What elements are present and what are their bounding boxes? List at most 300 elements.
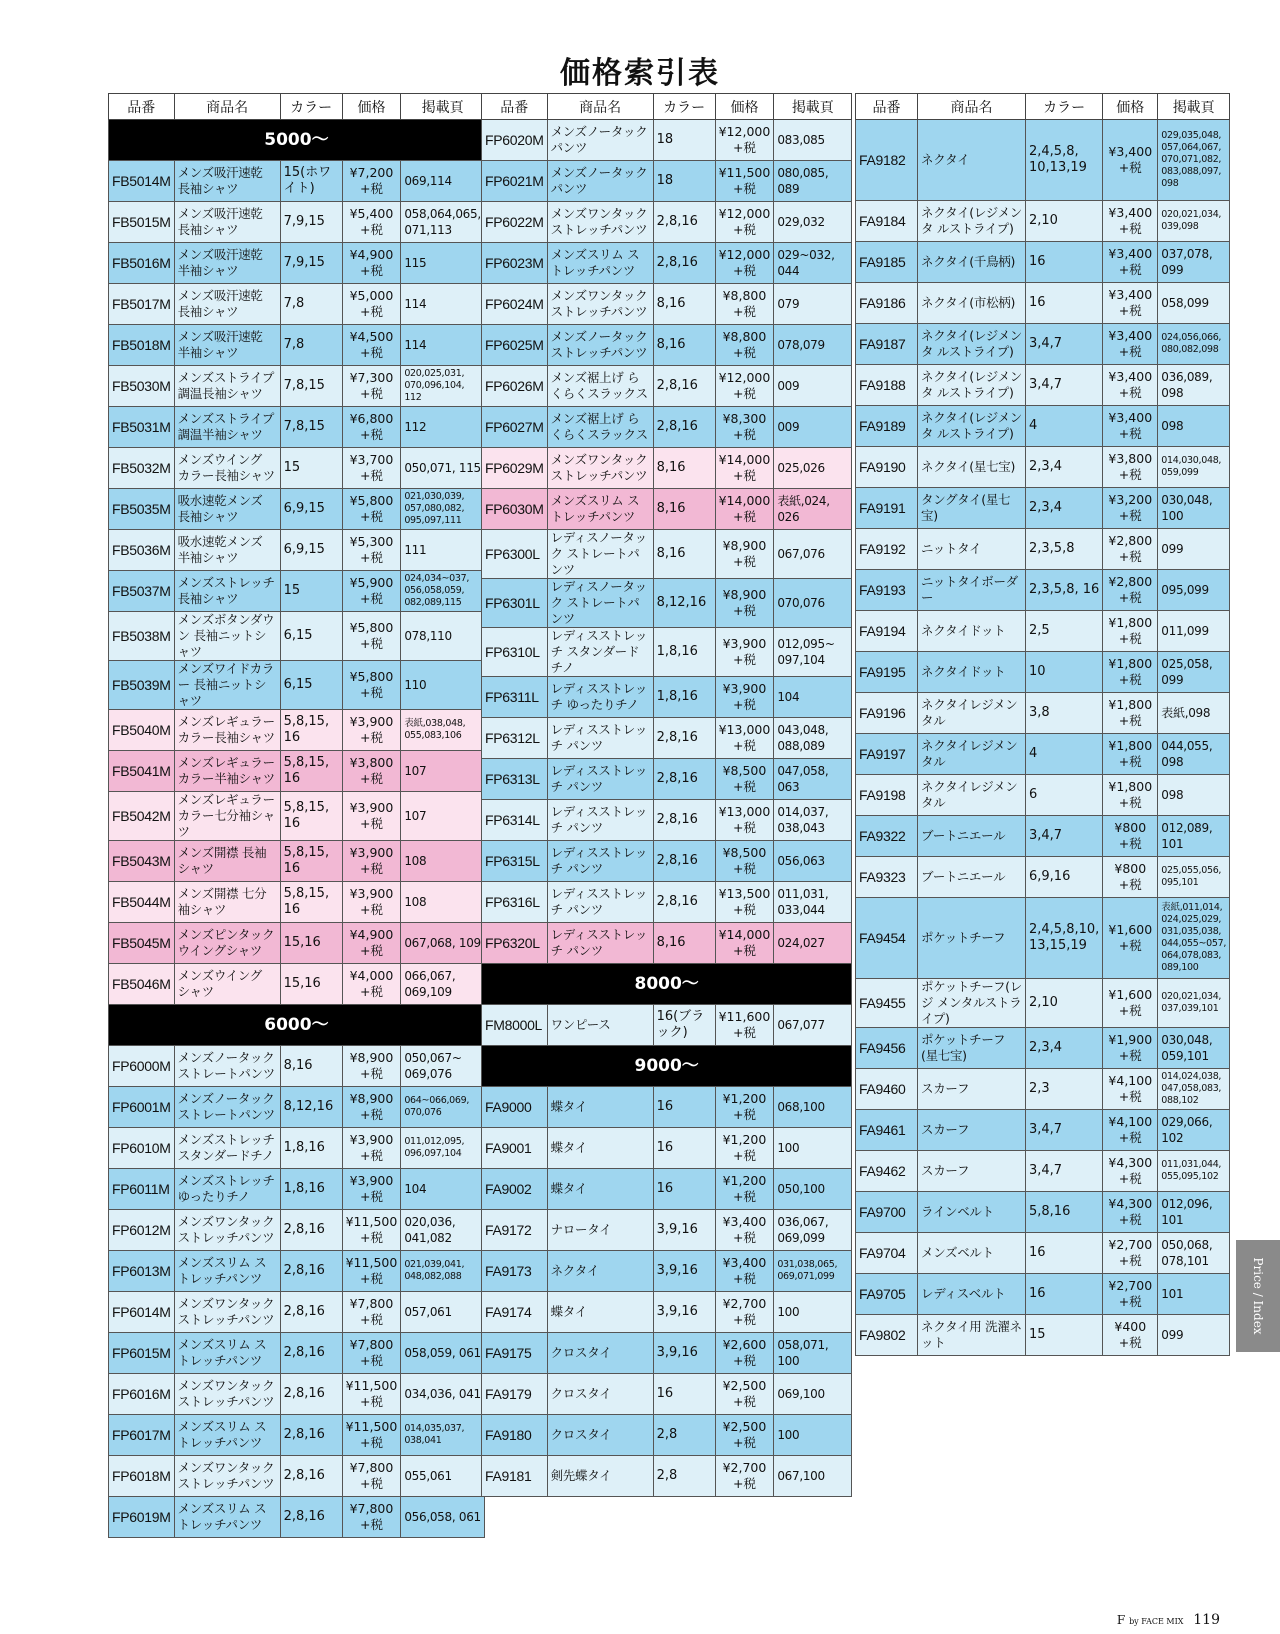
cell-pages: 058,099 xyxy=(1158,283,1230,324)
cell-code: FA9700 xyxy=(856,1192,918,1233)
cell-price: ¥3,400 +税 xyxy=(1103,201,1158,242)
cell-price: ¥1,200 +税 xyxy=(715,1087,774,1128)
cell-code: FP6314L xyxy=(482,800,548,841)
cell-color: 3,9,16 xyxy=(653,1210,715,1251)
cell-color: 3,9,16 xyxy=(653,1333,715,1374)
cell-pages: 025,058, 099 xyxy=(1158,652,1230,693)
cell-code: FP6030M xyxy=(482,489,548,530)
side-tab-label: Price / Index xyxy=(1251,1257,1265,1335)
cell-code: FB5038M xyxy=(109,612,175,661)
cell-code: FA9181 xyxy=(482,1456,548,1497)
cell-color: 15 xyxy=(280,571,342,612)
cell-name: メンズウイング カラー長袖シャツ xyxy=(174,448,280,489)
price-table-column-1 xyxy=(108,93,485,1538)
cell-code: FB5032M xyxy=(109,448,175,489)
table-row xyxy=(856,693,1230,734)
cell-color: 3,4,7 xyxy=(1026,324,1103,365)
table-row xyxy=(482,448,852,489)
cell-name: ニットタイ xyxy=(918,529,1026,570)
cell-color: 4 xyxy=(1026,734,1103,775)
price-index-table xyxy=(481,93,852,1497)
cell-pages: 029~032, 044 xyxy=(774,243,852,284)
cell-price: ¥3,900 +税 xyxy=(342,792,401,841)
cell-name: ポケットチーフ xyxy=(918,898,1026,979)
cell-pages: 050,100 xyxy=(774,1169,852,1210)
cell-color: 7,8 xyxy=(280,325,342,366)
table-row xyxy=(482,1415,852,1456)
cell-color: 7,8 xyxy=(280,284,342,325)
cell-price: ¥11,500 +税 xyxy=(342,1374,401,1415)
cell-code: FB5043M xyxy=(109,841,175,882)
cell-pages: 050,071, 115 xyxy=(401,448,485,489)
cell-pages: 020,025,031, 070,096,104, 112 xyxy=(401,366,485,407)
cell-color: 2,8,16 xyxy=(653,800,715,841)
table-row xyxy=(856,1151,1230,1192)
cell-name: メンズボタンダウン 長袖ニットシャツ xyxy=(174,612,280,661)
cell-name: メンズスリム ストレッチパンツ xyxy=(174,1251,280,1292)
cell-color: 3,9,16 xyxy=(653,1292,715,1333)
cell-pages: 108 xyxy=(401,882,485,923)
cell-color: 8,16 xyxy=(280,1046,342,1087)
table-row xyxy=(856,1274,1230,1315)
cell-name: レディスノータック ストレートパンツ xyxy=(547,579,653,628)
cell-name: ネクタイ(レジメンタ ルストライプ) xyxy=(918,365,1026,406)
cell-price: ¥3,400 +税 xyxy=(1103,242,1158,283)
cell-pages: 055,061 xyxy=(401,1456,485,1497)
cell-color: 2,3,5,8, 16 xyxy=(1026,570,1103,611)
cell-pages: 069,100 xyxy=(774,1374,852,1415)
cell-color: 2,8,16 xyxy=(653,366,715,407)
cell-price: ¥5,900 +税 xyxy=(342,571,401,612)
cell-name: メンズストレッチ 長袖シャツ xyxy=(174,571,280,612)
cell-price: ¥11,500 +税 xyxy=(342,1251,401,1292)
cell-color: 2,8,16 xyxy=(653,243,715,284)
table-row xyxy=(482,1456,852,1497)
cell-color: 2,8,16 xyxy=(280,1210,342,1251)
cell-price: ¥14,000 +税 xyxy=(715,923,774,964)
cell-name: タングタイ(星七宝) xyxy=(918,488,1026,529)
price-index-table xyxy=(108,93,485,1538)
cell-price: ¥2,800 +税 xyxy=(1103,529,1158,570)
cell-code: FM8000L xyxy=(482,1005,548,1046)
cell-color: 7,8,15 xyxy=(280,407,342,448)
cell-code: FP6029M xyxy=(482,448,548,489)
cell-pages: 021,030,039, 057,080,082, 095,097,111 xyxy=(401,489,485,530)
cell-color: 2,3,5,8 xyxy=(1026,529,1103,570)
cell-code: FA9002 xyxy=(482,1169,548,1210)
cell-name: メンズ吸汗速乾 半袖シャツ xyxy=(174,243,280,284)
price-index-table xyxy=(855,93,1230,1356)
cell-price: ¥13,500 +税 xyxy=(715,882,774,923)
cell-code: FB5030M xyxy=(109,366,175,407)
cell-pages: 067,076 xyxy=(774,530,852,579)
table-row xyxy=(109,1374,485,1415)
table-row xyxy=(109,325,485,366)
section-header xyxy=(109,1005,485,1046)
cell-color: 5,8,15, 16 xyxy=(280,751,342,792)
cell-code: FP6025M xyxy=(482,325,548,366)
cell-color: 5,8,15, 16 xyxy=(280,841,342,882)
cell-color: 2,4,5,8, 10,13,19 xyxy=(1026,120,1103,201)
cell-name: メンズスリム ストレッチパンツ xyxy=(547,243,653,284)
cell-color: 6,9,15 xyxy=(280,489,342,530)
cell-pages: 056,058, 061 xyxy=(401,1497,485,1538)
cell-color: 3,9,16 xyxy=(653,1251,715,1292)
cell-color: 2,8,16 xyxy=(280,1374,342,1415)
cell-price: ¥4,000 +税 xyxy=(342,964,401,1005)
cell-pages: 012,095~ 097,104 xyxy=(774,628,852,677)
cell-name: ポケットチーフ(レジ メンタルストライプ) xyxy=(918,979,1026,1028)
cell-price: ¥7,800 +税 xyxy=(342,1497,401,1538)
cell-code: FA9179 xyxy=(482,1374,548,1415)
table-row xyxy=(109,661,485,710)
table-row xyxy=(482,407,852,448)
table-row xyxy=(856,1233,1230,1274)
table-row xyxy=(856,1315,1230,1356)
table-row xyxy=(482,325,852,366)
cell-price: ¥400 +税 xyxy=(1103,1315,1158,1356)
table-row xyxy=(109,751,485,792)
cell-pages: 表紙,098 xyxy=(1158,693,1230,734)
cell-price: ¥4,900 +税 xyxy=(342,923,401,964)
page-footer xyxy=(1117,1612,1220,1628)
cell-price: ¥800 +税 xyxy=(1103,857,1158,898)
cell-color: 15 xyxy=(280,448,342,489)
cell-color: 16 xyxy=(1026,283,1103,324)
cell-color: 2,8,16 xyxy=(280,1497,342,1538)
cell-name: レディスストレッチ パンツ xyxy=(547,923,653,964)
cell-code: FB5042M xyxy=(109,792,175,841)
cell-color: 16 xyxy=(1026,1233,1103,1274)
cell-code: FA9001 xyxy=(482,1128,548,1169)
cell-name: メンズレギュラー カラー長袖シャツ xyxy=(174,710,280,751)
cell-name: ポケットチーフ (星七宝) xyxy=(918,1028,1026,1069)
cell-pages: 067,100 xyxy=(774,1456,852,1497)
cell-pages: 014,037, 038,043 xyxy=(774,800,852,841)
cell-name: 蝶タイ xyxy=(547,1169,653,1210)
table-row xyxy=(482,882,852,923)
cell-color: 7,9,15 xyxy=(280,243,342,284)
cell-name: レディスストレッチ パンツ xyxy=(547,882,653,923)
cell-code: FA9705 xyxy=(856,1274,918,1315)
cell-price: ¥12,000 +税 xyxy=(715,366,774,407)
table-row xyxy=(482,718,852,759)
cell-code: FB5041M xyxy=(109,751,175,792)
page-number: 119 xyxy=(1193,1612,1220,1628)
cell-code: FA9191 xyxy=(856,488,918,529)
table-row xyxy=(109,407,485,448)
cell-name: メンズノータック パンツ xyxy=(547,161,653,202)
cell-pages: 111 xyxy=(401,530,485,571)
section-header xyxy=(482,1046,852,1087)
cell-name: メンズベルト xyxy=(918,1233,1026,1274)
table-row xyxy=(482,1169,852,1210)
cell-name: メンズワンタック ストレッチパンツ xyxy=(547,202,653,243)
cell-color: 18 xyxy=(653,161,715,202)
cell-price: ¥3,400 +税 xyxy=(1103,120,1158,201)
cell-code: FA9173 xyxy=(482,1251,548,1292)
cell-color: 8,16 xyxy=(653,923,715,964)
cell-pages: 043,048, 088,089 xyxy=(774,718,852,759)
cell-name: レディスストレッチ パンツ xyxy=(547,841,653,882)
cell-code: FP6014M xyxy=(109,1292,175,1333)
cell-color: 6 xyxy=(1026,775,1103,816)
cell-color: 2,8,16 xyxy=(653,718,715,759)
cell-code: FP6019M xyxy=(109,1497,175,1538)
cell-pages: 020,036, 041,082 xyxy=(401,1210,485,1251)
cell-name: メンズ吸汗速乾 長袖シャツ xyxy=(174,202,280,243)
cell-color: 8,16 xyxy=(653,489,715,530)
cell-price: ¥8,900 +税 xyxy=(715,579,774,628)
table-row xyxy=(482,1292,852,1333)
cell-price: ¥3,900 +税 xyxy=(342,841,401,882)
cell-name: ワンピース xyxy=(547,1005,653,1046)
cell-price: ¥2,500 +税 xyxy=(715,1415,774,1456)
cell-color: 5,8,16 xyxy=(1026,1192,1103,1233)
cell-code: FA9192 xyxy=(856,529,918,570)
table-row xyxy=(482,677,852,718)
cell-name: ネクタイ(千鳥柄) xyxy=(918,242,1026,283)
cell-name: メンズストライプ 調温長袖シャツ xyxy=(174,366,280,407)
cell-color: 8,16 xyxy=(653,530,715,579)
cell-name: ネクタイ用 洗濯ネット xyxy=(918,1315,1026,1356)
table-row xyxy=(482,1374,852,1415)
cell-pages: 100 xyxy=(774,1128,852,1169)
cell-name: メンズ開襟 長袖シャツ xyxy=(174,841,280,882)
cell-color: 2,8,16 xyxy=(280,1251,342,1292)
cell-color: 2,8,16 xyxy=(280,1415,342,1456)
cell-code: FA9323 xyxy=(856,857,918,898)
cell-code: FA9174 xyxy=(482,1292,548,1333)
cell-pages: 024,027 xyxy=(774,923,852,964)
cell-pages: 030,048, 059,101 xyxy=(1158,1028,1230,1069)
cell-name: ブートニエール xyxy=(918,857,1026,898)
cell-name: レディスストレッチ パンツ xyxy=(547,718,653,759)
cell-color: 18 xyxy=(653,120,715,161)
table-row xyxy=(482,1210,852,1251)
cell-name: スカーフ xyxy=(918,1110,1026,1151)
cell-pages: 104 xyxy=(401,1169,485,1210)
cell-code: FA9456 xyxy=(856,1028,918,1069)
table-row xyxy=(109,284,485,325)
cell-code: FP6320L xyxy=(482,923,548,964)
cell-price: ¥5,000 +税 xyxy=(342,284,401,325)
section-label: 9000〜 xyxy=(482,1046,852,1087)
cell-color: 2,8,16 xyxy=(280,1456,342,1497)
cell-color: 2,8,16 xyxy=(653,882,715,923)
cell-code: FB5036M xyxy=(109,530,175,571)
cell-name: メンズストレッチ ゆったりチノ xyxy=(174,1169,280,1210)
cell-price: ¥5,800 +税 xyxy=(342,612,401,661)
cell-color: 8,16 xyxy=(653,448,715,489)
cell-code: FB5018M xyxy=(109,325,175,366)
cell-color: 4 xyxy=(1026,406,1103,447)
table-row xyxy=(856,242,1230,283)
cell-pages: 表紙,011,014, 024,025,029, 031,035,038, 044,055~057, 064,078,083, 089,100 xyxy=(1158,898,1230,979)
cell-name: メンズレギュラー カラー半袖シャツ xyxy=(174,751,280,792)
cell-code: FP6316L xyxy=(482,882,548,923)
price-table-column-2 xyxy=(481,93,852,1497)
cell-color: 3,4,7 xyxy=(1026,1151,1103,1192)
cell-price: ¥1,200 +税 xyxy=(715,1128,774,1169)
cell-color: 2,5 xyxy=(1026,611,1103,652)
cell-code: FP6012M xyxy=(109,1210,175,1251)
cell-color: 3,4,7 xyxy=(1026,1110,1103,1151)
cell-pages: 112 xyxy=(401,407,485,448)
cell-price: ¥11,600 +税 xyxy=(715,1005,774,1046)
cell-price: ¥2,500 +税 xyxy=(715,1374,774,1415)
table-row xyxy=(856,652,1230,693)
cell-pages: 067,077 xyxy=(774,1005,852,1046)
cell-price: ¥5,400 +税 xyxy=(342,202,401,243)
cell-pages: 050,067~ 069,076 xyxy=(401,1046,485,1087)
cell-color: 2,3,4 xyxy=(1026,1028,1103,1069)
table-row xyxy=(856,529,1230,570)
cell-price: ¥8,300 +税 xyxy=(715,407,774,448)
cell-code: FP6315L xyxy=(482,841,548,882)
cell-pages: 012,096, 101 xyxy=(1158,1192,1230,1233)
cell-code: FA9188 xyxy=(856,365,918,406)
cell-code: FA9000 xyxy=(482,1087,548,1128)
cell-pages: 011,012,095, 096,097,104 xyxy=(401,1128,485,1169)
table-row xyxy=(856,570,1230,611)
cell-pages: 098 xyxy=(1158,406,1230,447)
cell-pages: 078,079 xyxy=(774,325,852,366)
cell-name: 蝶タイ xyxy=(547,1128,653,1169)
cell-price: ¥4,500 +税 xyxy=(342,325,401,366)
cell-price: ¥4,300 +税 xyxy=(1103,1192,1158,1233)
price-table-column-3 xyxy=(855,93,1230,1356)
column-header: 品番 xyxy=(482,94,548,120)
cell-code: FB5046M xyxy=(109,964,175,1005)
cell-color: 2,3 xyxy=(1026,1069,1103,1110)
cell-code: FA9190 xyxy=(856,447,918,488)
cell-pages: 107 xyxy=(401,792,485,841)
cell-name: メンズノータック ストレッチパンツ xyxy=(547,325,653,366)
cell-price: ¥2,700 +税 xyxy=(715,1456,774,1497)
table-row xyxy=(109,1415,485,1456)
cell-color: 16(ブラック) xyxy=(653,1005,715,1046)
cell-name: ネクタイ(市松柄) xyxy=(918,283,1026,324)
cell-price: ¥12,000 +税 xyxy=(715,243,774,284)
table-row xyxy=(482,1251,852,1292)
cell-code: FA9461 xyxy=(856,1110,918,1151)
cell-price: ¥6,800 +税 xyxy=(342,407,401,448)
table-row xyxy=(482,923,852,964)
cell-price: ¥3,400 +税 xyxy=(715,1251,774,1292)
cell-code: FA9196 xyxy=(856,693,918,734)
cell-color: 3,4,7 xyxy=(1026,816,1103,857)
cell-pages: 011,031,044, 055,095,102 xyxy=(1158,1151,1230,1192)
cell-price: ¥2,700 +税 xyxy=(1103,1233,1158,1274)
table-row xyxy=(109,1456,485,1497)
table-row xyxy=(109,841,485,882)
table-row xyxy=(109,1292,485,1333)
cell-price: ¥8,900 +税 xyxy=(342,1046,401,1087)
cell-color: 15(ホワイト) xyxy=(280,161,342,202)
table-row xyxy=(482,579,852,628)
cell-pages: 012,089, 101 xyxy=(1158,816,1230,857)
cell-price: ¥11,500 +税 xyxy=(715,161,774,202)
cell-pages: 079 xyxy=(774,284,852,325)
column-header: 価格 xyxy=(342,94,401,120)
cell-color: 2,8,16 xyxy=(653,407,715,448)
cell-code: FP6016M xyxy=(109,1374,175,1415)
cell-code: FA9184 xyxy=(856,201,918,242)
cell-name: レディスストレッチ スタンダードチノ xyxy=(547,628,653,677)
cell-name: 吸水速乾メンズ 長袖シャツ xyxy=(174,489,280,530)
cell-pages: 034,036, 041 xyxy=(401,1374,485,1415)
cell-pages: 056,063 xyxy=(774,841,852,882)
cell-pages: 058,071, 100 xyxy=(774,1333,852,1374)
cell-name: メンズスリム ストレッチパンツ xyxy=(174,1333,280,1374)
table-row xyxy=(109,1251,485,1292)
cell-price: ¥2,700 +税 xyxy=(715,1292,774,1333)
cell-code: FP6001M xyxy=(109,1087,175,1128)
cell-name: ネクタイ(星七宝) xyxy=(918,447,1026,488)
table-header-row xyxy=(109,94,485,120)
table-row xyxy=(109,571,485,612)
cell-color: 2,8,16 xyxy=(653,202,715,243)
cell-pages: 020,021,034, 039,098 xyxy=(1158,201,1230,242)
cell-pages: 036,089, 098 xyxy=(1158,365,1230,406)
table-row xyxy=(109,1169,485,1210)
cell-pages: 025,026 xyxy=(774,448,852,489)
table-row xyxy=(856,979,1230,1028)
cell-name: メンズノータック ストレートパンツ xyxy=(174,1046,280,1087)
cell-pages: 107 xyxy=(401,751,485,792)
cell-color: 5,8,15, 16 xyxy=(280,710,342,751)
cell-price: ¥7,800 +税 xyxy=(342,1333,401,1374)
cell-color: 15,16 xyxy=(280,964,342,1005)
cell-code: FA9455 xyxy=(856,979,918,1028)
column-header: 商品名 xyxy=(918,94,1026,120)
cell-price: ¥3,700 +税 xyxy=(342,448,401,489)
cell-pages: 029,032 xyxy=(774,202,852,243)
table-row xyxy=(482,202,852,243)
cell-code: FB5014M xyxy=(109,161,175,202)
cell-color: 7,8,15 xyxy=(280,366,342,407)
cell-color: 3,4,7 xyxy=(1026,365,1103,406)
cell-name: ブートニエール xyxy=(918,816,1026,857)
table-row xyxy=(109,964,485,1005)
cell-name: ラインベルト xyxy=(918,1192,1026,1233)
cell-pages: 031,038,065, 069,071,099 xyxy=(774,1251,852,1292)
table-row xyxy=(109,161,485,202)
table-row xyxy=(856,447,1230,488)
cell-code: FP6311L xyxy=(482,677,548,718)
table-row xyxy=(482,800,852,841)
index-side-tab[interactable] xyxy=(1236,1240,1280,1352)
cell-price: ¥3,900 +税 xyxy=(342,882,401,923)
cell-pages: 064~066,069, 070,076 xyxy=(401,1087,485,1128)
cell-price: ¥3,900 +税 xyxy=(342,1128,401,1169)
cell-code: FA9189 xyxy=(856,406,918,447)
cell-pages: 021,039,041, 048,082,088 xyxy=(401,1251,485,1292)
cell-color: 16 xyxy=(653,1374,715,1415)
cell-price: ¥11,500 +税 xyxy=(342,1210,401,1251)
table-row xyxy=(109,1046,485,1087)
table-row xyxy=(109,1497,485,1538)
table-row xyxy=(109,243,485,284)
cell-code: FA9187 xyxy=(856,324,918,365)
cell-price: ¥1,800 +税 xyxy=(1103,652,1158,693)
cell-pages: 069,114 xyxy=(401,161,485,202)
cell-pages: 100 xyxy=(774,1292,852,1333)
cell-name: メンズ裾上げ らくらくスラックス xyxy=(547,366,653,407)
cell-pages: 025,055,056, 095,101 xyxy=(1158,857,1230,898)
section-header xyxy=(482,964,852,1005)
